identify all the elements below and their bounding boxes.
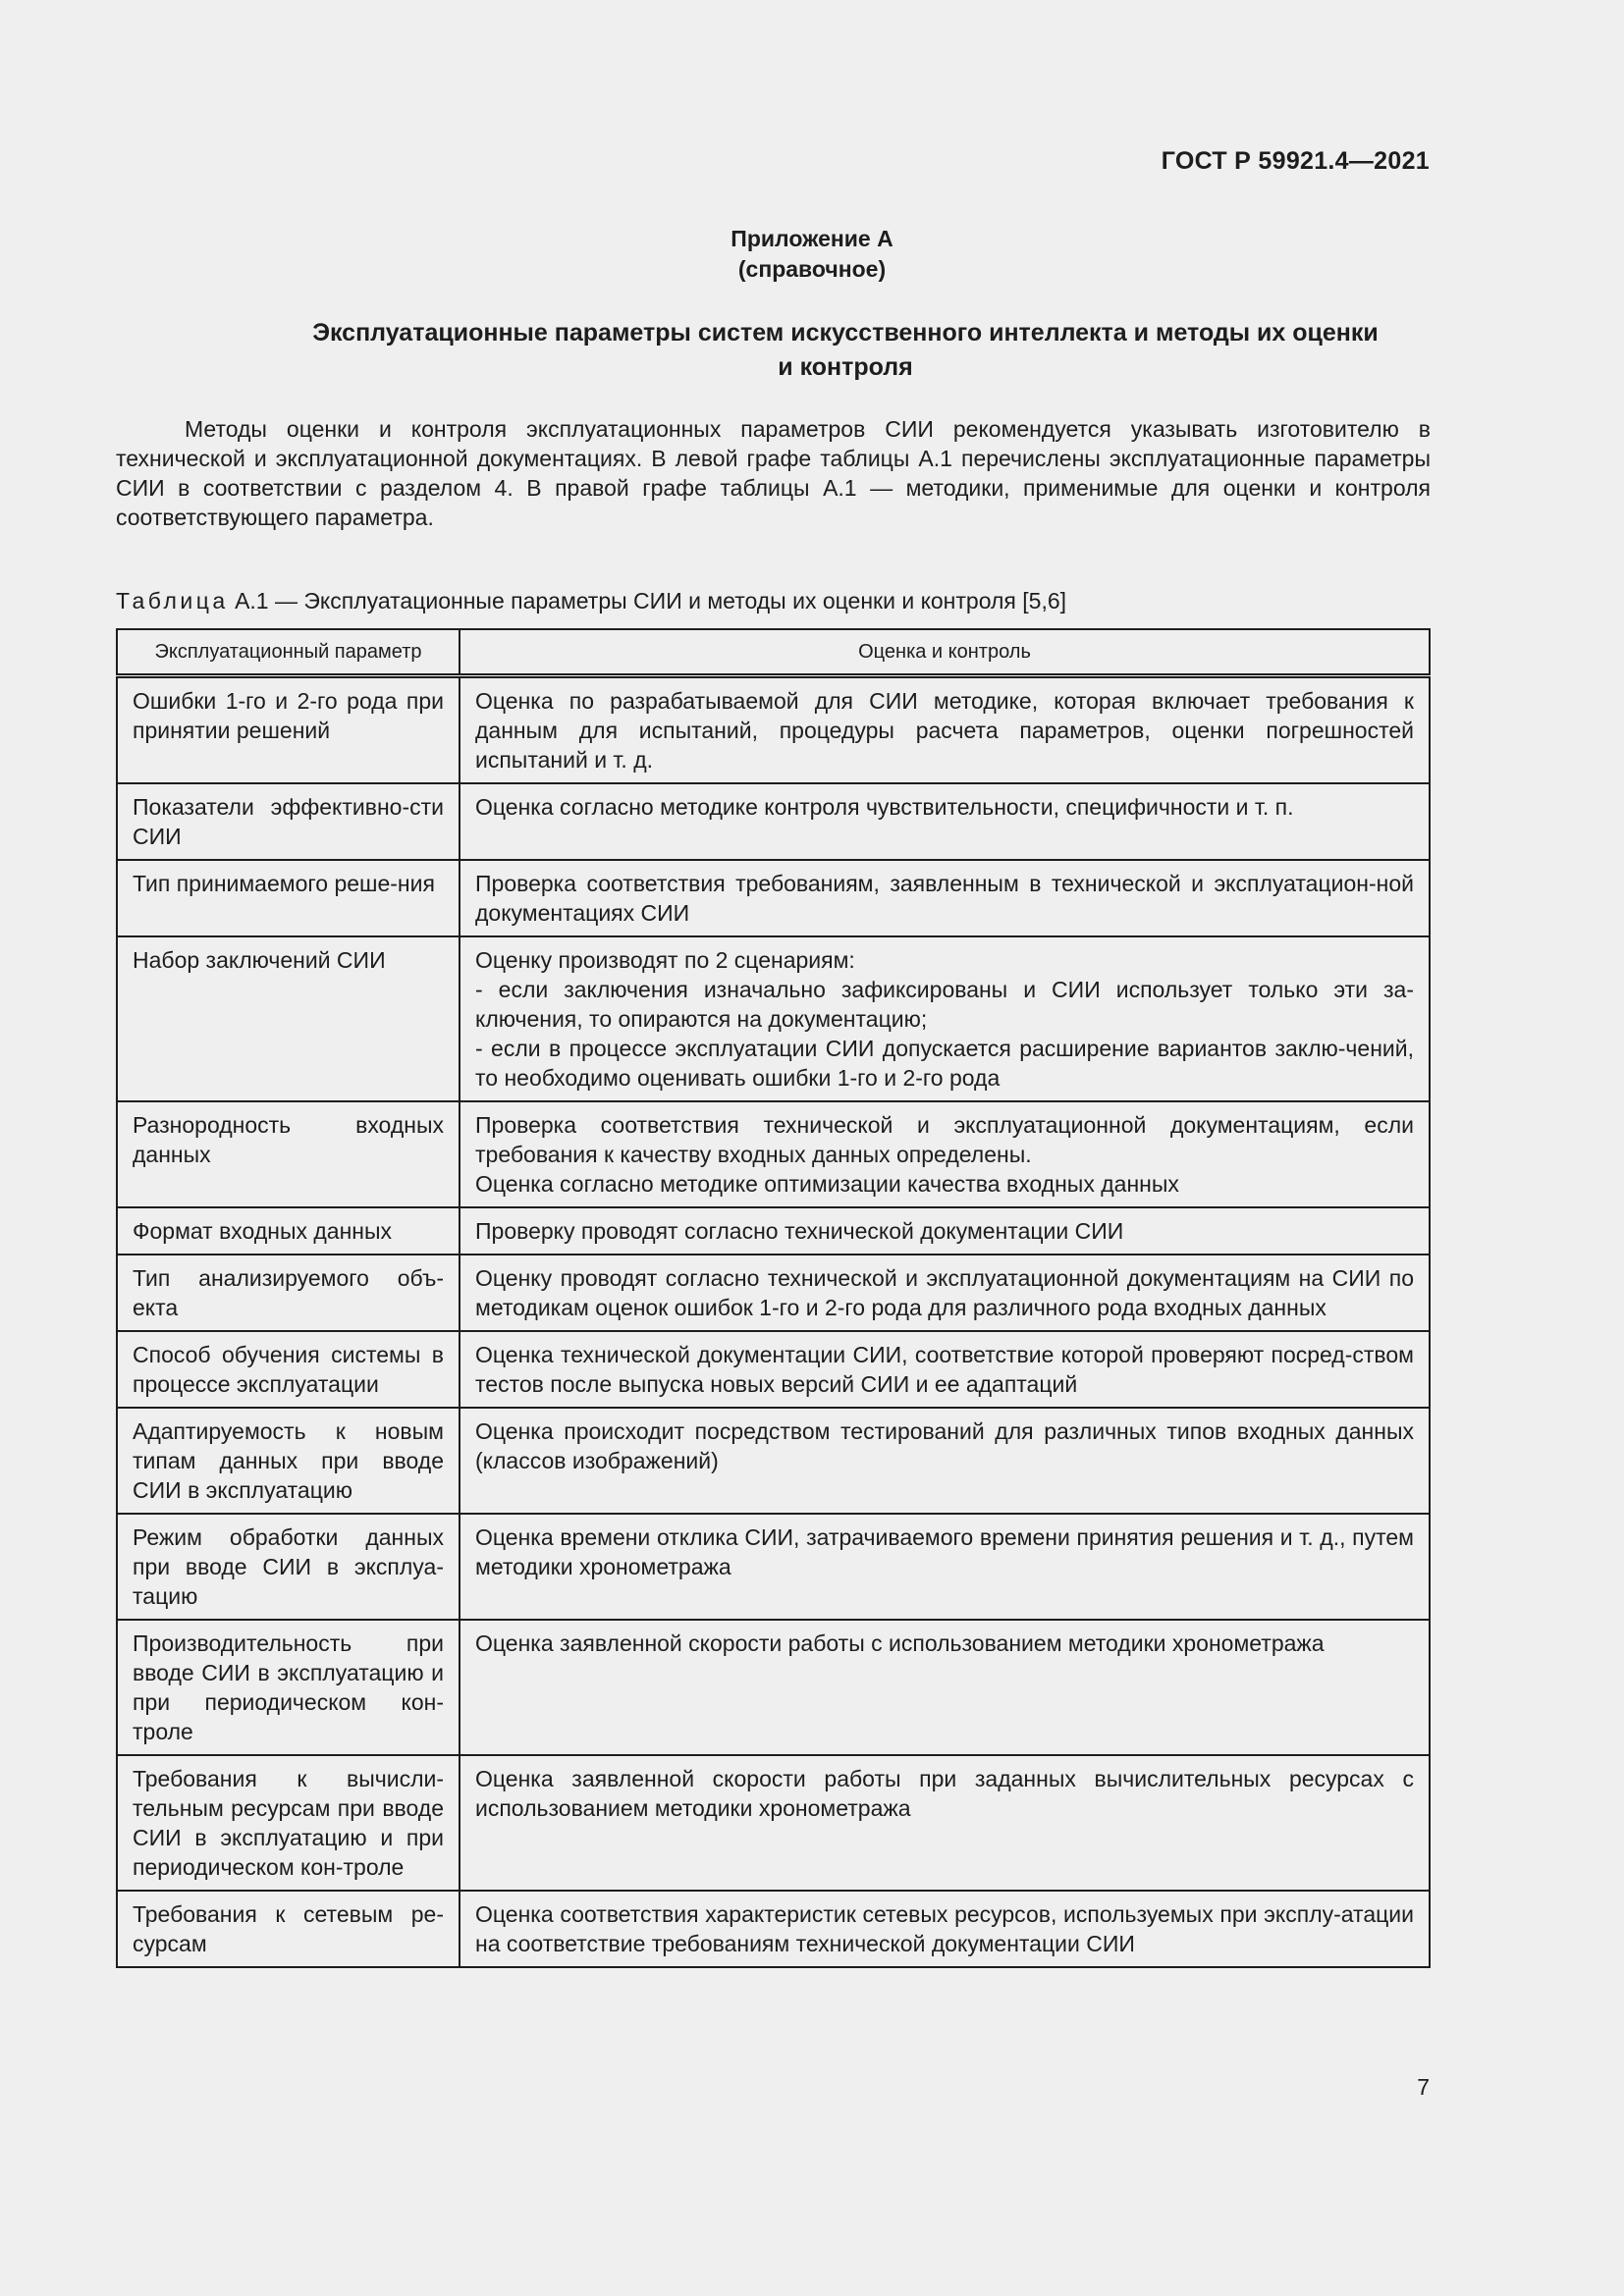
main-title-line-2: и контроля [778, 353, 913, 381]
header-evaluation: Оценка и контроль [460, 629, 1430, 676]
table-row [117, 936, 1430, 1101]
appendix-subtitle: (справочное) [737, 256, 887, 282]
parameter-cell: Требования к вычисли-тельным ресурсам при вводе СИИ в эксплуатацию и при периодическом кон-троле [117, 1755, 460, 1891]
parameters-table [116, 628, 1431, 1968]
table-row [117, 676, 1430, 784]
evaluation-cell: Оценка согласно методике контроля чувствительности, специфичности и т. п. [460, 783, 1430, 860]
evaluation-cell: Оценка происходит посредством тестирований для различных типов входных данных (классов изображений) [460, 1408, 1430, 1514]
table-row [117, 783, 1430, 860]
table-row [117, 1331, 1430, 1408]
parameter-cell: Разнородность входных данных [117, 1101, 460, 1207]
parameter-cell: Набор заключений СИИ [117, 936, 460, 1101]
parameter-cell: Формат входных данных [117, 1207, 460, 1255]
document-code: ГОСТ Р 59921.4—2021 [1161, 147, 1430, 175]
table-body [117, 676, 1430, 1968]
table-caption-text: А.1 — Эксплуатационные параметры СИИ и методы их оценки и контроля [5,6] [235, 588, 1067, 614]
table-row [117, 860, 1430, 936]
table-row [117, 1255, 1430, 1331]
parameter-cell: Тип анализируемого объ-екта [117, 1255, 460, 1331]
parameter-cell: Требования к сетевым ре-сурсам [117, 1891, 460, 1967]
table-row [117, 1514, 1430, 1620]
intro-paragraph: Методы оценки и контроля эксплуатационных параметров СИИ рекомендуется указывать изготовителю в технической и эксплуатационной документациях. В левой графе таблицы А.1 перечислены эксплуатационные параметры СИИ в соответствии с разделом 4. В правой графе таблицы А.1 — методики, применимые для оценки и контроля соответствующего параметра. [116, 416, 1431, 530]
table-row [117, 1101, 1430, 1207]
table-row [117, 1620, 1430, 1755]
page-number: 7 [1417, 2074, 1430, 2100]
appendix-heading [0, 224, 1624, 285]
main-title-line-1: Эксплуатационные параметры систем искусственного интеллекта и методы их оценки [312, 319, 1379, 347]
table-header-row [117, 629, 1430, 676]
evaluation-cell: Оценка заявленной скорости работы с использованием методики хронометража [460, 1620, 1430, 1755]
evaluation-cell: Оценка соответствия характеристик сетевых ресурсов, используемых при эксплу-атации на соответствие требованиям технической документации СИИ [460, 1891, 1430, 1967]
header-parameter: Эксплуатационный параметр [117, 629, 460, 676]
table-row [117, 1891, 1430, 1967]
evaluation-cell: Оценка заявленной скорости работы при заданных вычислительных ресурсах с использованием методики хронометража [460, 1755, 1430, 1891]
table-caption [116, 586, 1066, 615]
parameter-cell: Адаптируемость к новым типам данных при вводе СИИ в эксплуатацию [117, 1408, 460, 1514]
parameter-cell: Тип принимаемого реше-ния [117, 860, 460, 936]
appendix-title: Приложение А [731, 226, 893, 251]
table-row [117, 1408, 1430, 1514]
main-title [157, 316, 1534, 385]
parameter-cell: Режим обработки данных при вводе СИИ в эксплуа-тацию [117, 1514, 460, 1620]
evaluation-cell: Оценку проводят согласно технической и эксплуатационной документациям на СИИ по методикам оценок ошибок 1-го и 2-го рода для различного рода входных данных [460, 1255, 1430, 1331]
table-caption-prefix: Таблица [116, 588, 229, 614]
evaluation-cell: Оценка по разрабатываемой для СИИ методике, которая включает требования к данным для испытаний, процедуры расчета параметров, оценки погрешностей испытаний и т. д. [460, 676, 1430, 784]
evaluation-cell: Проверку проводят согласно технической документации СИИ [460, 1207, 1430, 1255]
table-row [117, 1755, 1430, 1891]
evaluation-cell: Оценка технической документации СИИ, соответствие которой проверяют посред-ством тестов после выпуска новых версий СИИ и ее адаптаций [460, 1331, 1430, 1408]
parameter-cell: Производительность при вводе СИИ в эксплуатацию и при периодическом кон-троле [117, 1620, 460, 1755]
evaluation-cell: Проверка соответствия технической и эксплуатационной документациям, если требования к качеству входных данных определены. Оценка согласно методике оптимизации качества входных данных [460, 1101, 1430, 1207]
evaluation-cell: Проверка соответствия требованиям, заявленным в технической и эксплуатацион-ной документациях СИИ [460, 860, 1430, 936]
evaluation-cell: Оценку производят по 2 сценариям: - если заключения изначально зафиксированы и СИИ использует только эти за-ключения, то опираются на документацию; - если в процессе эксплуатации СИИ допускается расширение вариантов заклю-чений, то необходимо оценивать ошибки 1-го и 2-го рода [460, 936, 1430, 1101]
parameter-cell: Ошибки 1-го и 2-го рода при принятии решений [117, 676, 460, 784]
evaluation-cell: Оценка времени отклика СИИ, затрачиваемого времени принятия решения и т. д., путем методики хронометража [460, 1514, 1430, 1620]
parameter-cell: Способ обучения системы в процессе эксплуатации [117, 1331, 460, 1408]
table-row [117, 1207, 1430, 1255]
parameter-cell: Показатели эффективно-сти СИИ [117, 783, 460, 860]
